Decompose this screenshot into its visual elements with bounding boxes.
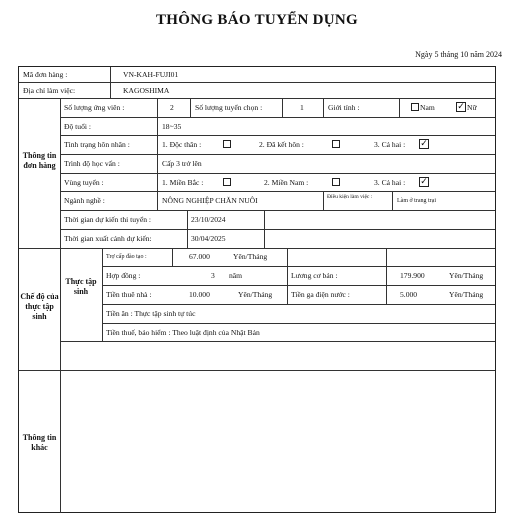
region-north-label: 1. Miền Bắc : (162, 178, 204, 187)
order-info-section-label: Thông tin đơn hàng (22, 151, 57, 170)
education-label: Trình độ học vấn : (64, 159, 120, 168)
order-code-value: VN-KAH-FUJI01 (123, 70, 179, 79)
utilities-value: 5.000 (400, 290, 418, 299)
gender-female-checkbox[interactable]: ✓ (457, 102, 465, 112)
gender-label: Giới tính : (328, 103, 360, 112)
tax-text: Tiền thuế, bảo hiểm : Theo luật định của Nhật Bản (106, 328, 260, 337)
age-label: Độ tuổi : (64, 122, 92, 131)
utilities-label: Tiền ga điện nước : (291, 290, 350, 299)
work-address-label: Địa chỉ làm việc: (23, 86, 76, 95)
recruitment-form (18, 66, 496, 513)
training-allowance-unit: Yên/Tháng (233, 252, 268, 261)
other-info-section-label: Thông tin khác (22, 433, 57, 452)
marital-married-label: 2. Đã kết hôn : (259, 140, 304, 149)
applicants-label: Số lượng ứng viên : (64, 103, 125, 112)
page-title: THÔNG BÁO TUYỂN DỤNG (156, 12, 358, 28)
region-north-checkbox[interactable] (223, 178, 231, 186)
utilities-unit: Yên/Tháng (449, 290, 484, 299)
marital-label: Tình trạng hôn nhân : (64, 140, 130, 149)
condition-value: Làm ở trang trại (397, 198, 436, 204)
training-allowance-label: Trợ cấp đào tạo : (106, 254, 147, 260)
exam-date-label: Thời gian dự kiến thi tuyển : (64, 215, 152, 224)
region-both-checkbox[interactable]: ✓ (420, 177, 428, 187)
rent-unit: Yên/Tháng (238, 290, 273, 299)
condition-label: Điều kiện làm việc : (327, 194, 373, 200)
hires-label: Số lượng tuyển chọn : (195, 103, 263, 112)
salary-unit: Yên/Tháng (449, 271, 484, 280)
notice-date: Ngày 5 tháng 10 năm 2024 (415, 50, 502, 59)
applicants-value: 2 (170, 103, 174, 112)
education-value: Cấp 3 trở lên (162, 159, 202, 168)
work-address-value: KAGOSHIMA (123, 86, 170, 95)
marital-single-label: 1. Độc thân : (162, 140, 202, 149)
marital-both-checkbox[interactable]: ✓ (420, 139, 428, 149)
job-value: NÔNG NGHIỆP CHĂN NUÔI (162, 196, 258, 205)
gender-male-checkbox[interactable] (411, 103, 419, 111)
departure-value: 30/04/2025 (191, 234, 226, 243)
rent-label: Tiền thuê nhà : (106, 290, 152, 299)
job-label: Ngành nghề : (64, 196, 105, 205)
gender-female-label: Nữ (467, 103, 477, 112)
training-allowance-value: 67.000 (189, 252, 210, 261)
contract-value: 3 (211, 271, 215, 280)
rent-value: 10.000 (189, 290, 210, 299)
salary-label: Lương cơ bản : (291, 271, 338, 280)
region-south-checkbox[interactable] (332, 178, 340, 186)
gender-male-label: Nam (420, 103, 435, 112)
marital-single-checkbox[interactable] (223, 140, 231, 148)
meals-text: Tiền ăn : Thực tập sinh tự túc (106, 309, 196, 318)
contract-label: Hợp đồng : (106, 271, 141, 280)
age-value: 18~35 (162, 122, 182, 131)
region-label: Vùng tuyển : (64, 178, 104, 187)
order-code-label: Mã đơn hàng : (23, 70, 68, 79)
marital-married-checkbox[interactable] (332, 140, 340, 148)
departure-label: Thời gian xuất cảnh dự kiến: (64, 234, 152, 243)
contract-unit: năm (229, 271, 243, 280)
marital-both-label: 3. Cả hai : (374, 140, 406, 149)
region-south-label: 2. Miền Nam : (264, 178, 309, 187)
region-both-label: 3. Cả hai : (374, 178, 406, 187)
hires-value: 1 (300, 103, 304, 112)
salary-value: 179.900 (400, 271, 425, 280)
regime-section-label: Chế độ của thực tập sinh (20, 292, 59, 321)
intern-sub-label: Thực tập sinh (65, 277, 97, 296)
exam-date-value: 23/10/2024 (191, 215, 226, 224)
